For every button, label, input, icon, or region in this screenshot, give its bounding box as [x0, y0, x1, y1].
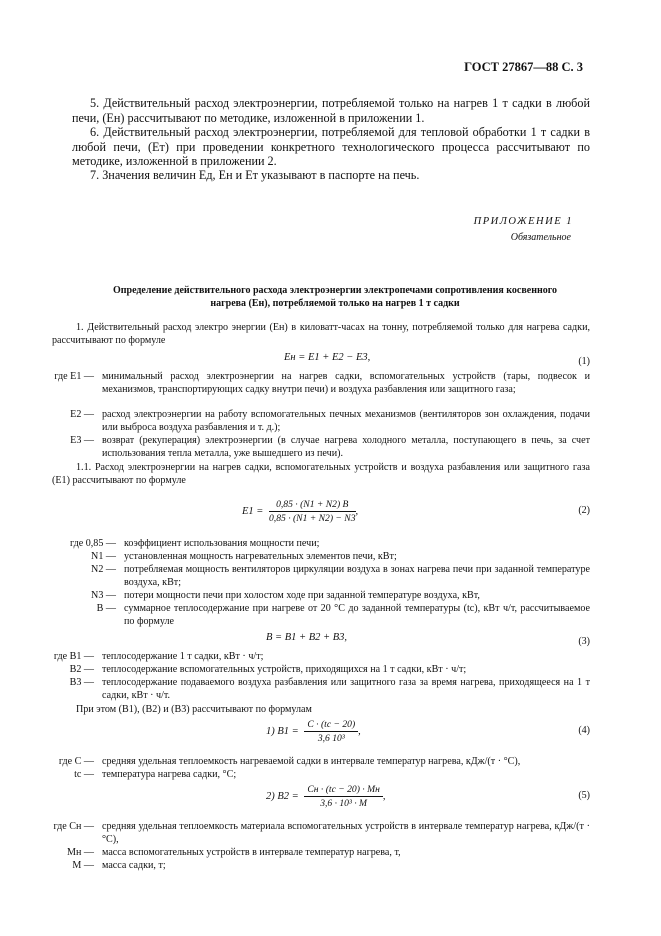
formula-2-fraction — [269, 499, 356, 524]
title-line-2: нагрева (Eн), потребляемой только на нагрев 1 т садки — [210, 298, 460, 309]
formula-4-number: (4) — [578, 725, 590, 736]
formula-5-denominator: 3,6 · 10³ · M — [320, 798, 368, 809]
formula-5-lhs: 2) B2 = — [266, 790, 299, 802]
paragraph-6: 6. Действительный расход электроэнергии, потребляемой для тепловой обработки 1 т садки в любой печи, (Eт) при проведении конкретного технологического процесса рассчитывают по методике, изложенной в приложении 2. — [72, 125, 590, 169]
definition-e3: E3 — возврат (рекуперация) электроэнергии (в случае нагрева холодного металла, поступающего в печь, за счет использования тепла металла, уже вышедшего из печи). — [70, 435, 590, 459]
definition-m: M — масса садки, т; — [72, 860, 166, 871]
subsection-1-1: 1.1. Расход электроэнергии на нагрев садки, вспомогательных устройств и воздуха разбавления или защитного газа (E1) рассчитывают по формуле — [52, 462, 590, 486]
page-header: ГОСТ 27867—88 С. 3 — [464, 60, 583, 74]
definition-e2: E2 — расход электроэнергии на работу вспомогательных печных механизмов (вентиляторов зон охлаждения, подачи или выброса воздуха разбавления и т. д.); — [70, 409, 590, 433]
formula-2-lhs: E1 = — [242, 505, 264, 517]
formula-2-numerator: 0,85 · (N1 + N2) B — [269, 499, 356, 512]
definition-n1: N1 — установленная мощность нагревательных элементов печи, кВт; — [91, 551, 397, 562]
definition-c: где C — средняя удельная теплоемкость нагреваемой садки в интервале температур нагрева, кДж/(т · °С), — [58, 756, 521, 767]
paragraph-7: 7. Значения величин Eд, Eн и Eт указывают в паспорте на печь. — [90, 168, 420, 182]
paragraph-5: 5. Действительный расход электроэнергии, потребляемой только на нагрев 1 т садки в любой печи, (Eн) рассчитывают по методике, изложенной в приложении 1. — [72, 96, 590, 125]
formula-4-numerator: C · (tс − 20) — [304, 719, 358, 732]
definition-b: B — суммарное теплосодержание при нагреве от 20 °С до заданной температуры (tс), кВт ч/т, рассчитываемое по формуле — [96, 603, 590, 627]
title-line-1: Определение действительного расхода электроэнергии электропечами сопротивления косвенного — [112, 285, 558, 296]
formula-2-denominator: 0,85 · (N1 + N2) − N3 — [269, 513, 356, 524]
formula-1-expression: Eн = E1 + E2 − E3, — [284, 352, 371, 363]
definition-cn: где Cн — средняя удельная теплоемкость материала вспомогательных устройств в интервале температур нагрева, кДж/(т · °С), — [53, 821, 590, 845]
definition-085: где 0,85 — коэффициент использования мощности печи; — [69, 538, 320, 549]
formula-1-number: (1) — [578, 356, 590, 367]
formula-5-numerator: Cн · (tс − 20) · Mн — [304, 784, 382, 797]
formula-4-lhs: 1) B1 = — [266, 725, 299, 737]
definition-e1: где E1 — минимальный расход электроэнергии на нагрев садки, вспомогательных устройств (тары, подвесок и механизмов, транспортирующих садку внутри печи) и воздуха разбавления или защитного газа; — [54, 371, 590, 395]
formula-2-number: (2) — [578, 505, 590, 516]
formula-2: E1 = $\frac{0,85 \cdot (N1 + N2) B}{0,85 \cdot (N1 + N2) - N3}$ , (2) — [242, 499, 590, 524]
formula-5-number: (5) — [578, 790, 590, 801]
appendix-status: Обязательное — [510, 232, 571, 243]
formula-5-fraction — [304, 784, 382, 809]
formula-5: 2) B2 = $\frac{Cн \cdot (tс - 20) \cdot Mн}{\text{3,6 · 10³ · M}}$ , (5) — [266, 784, 590, 809]
appendix-label: ПРИЛОЖЕНИЕ 1 — [473, 216, 573, 227]
definition-n3: N3 — потери мощности печи при холостом ходе при заданной температуре воздуха, кВт, — [91, 590, 480, 601]
definition-b1: где B1 — теплосодержание 1 т садки, кВт · ч/т; — [53, 651, 264, 662]
appendix-title — [100, 284, 570, 310]
definition-mn: Mн — масса вспомогательных устройств в интервале температур нагрева, т, — [67, 847, 401, 858]
formula-4-fraction — [304, 719, 358, 744]
definition-b3: B3 — теплосодержание подаваемого воздуха разбавления или защитного газа за время нагрева, приходящееся на 1 т садки, кВт · ч/т. — [69, 677, 590, 701]
definition-tc: tс — температура нагрева садки, °С; — [74, 769, 237, 780]
intro-paragraph: 1. Действительный расход электро энергии (Eн) в киловатт-часах на тонну, потребляемой только для нагрева садки, рассчитывают по формуле — [52, 322, 590, 346]
formula-4-denominator: 3,6 10³ — [317, 733, 345, 744]
definition-b2: B2 — теплосодержание вспомогательных устройств, приходящихся на 1 т садки, кВт · ч/т; — [69, 664, 467, 675]
formula-3-expression: B = B1 + B2 + B3, — [266, 632, 348, 643]
formula-3-number: (3) — [578, 636, 590, 647]
definition-n2: N2 — потребляемая мощность вентиляторов циркуляции воздуха в зонах нагрева печи при заданной температуре воздуха, кВт; — [91, 564, 590, 588]
formula-4: 1) B1 = $\frac{C \cdot (tс - 20)}{\text{3,6 10³}}$ , (4) — [266, 719, 590, 744]
then-paragraph: При этом (B1), (B2) и (B3) рассчитывают по формулам — [76, 704, 312, 715]
